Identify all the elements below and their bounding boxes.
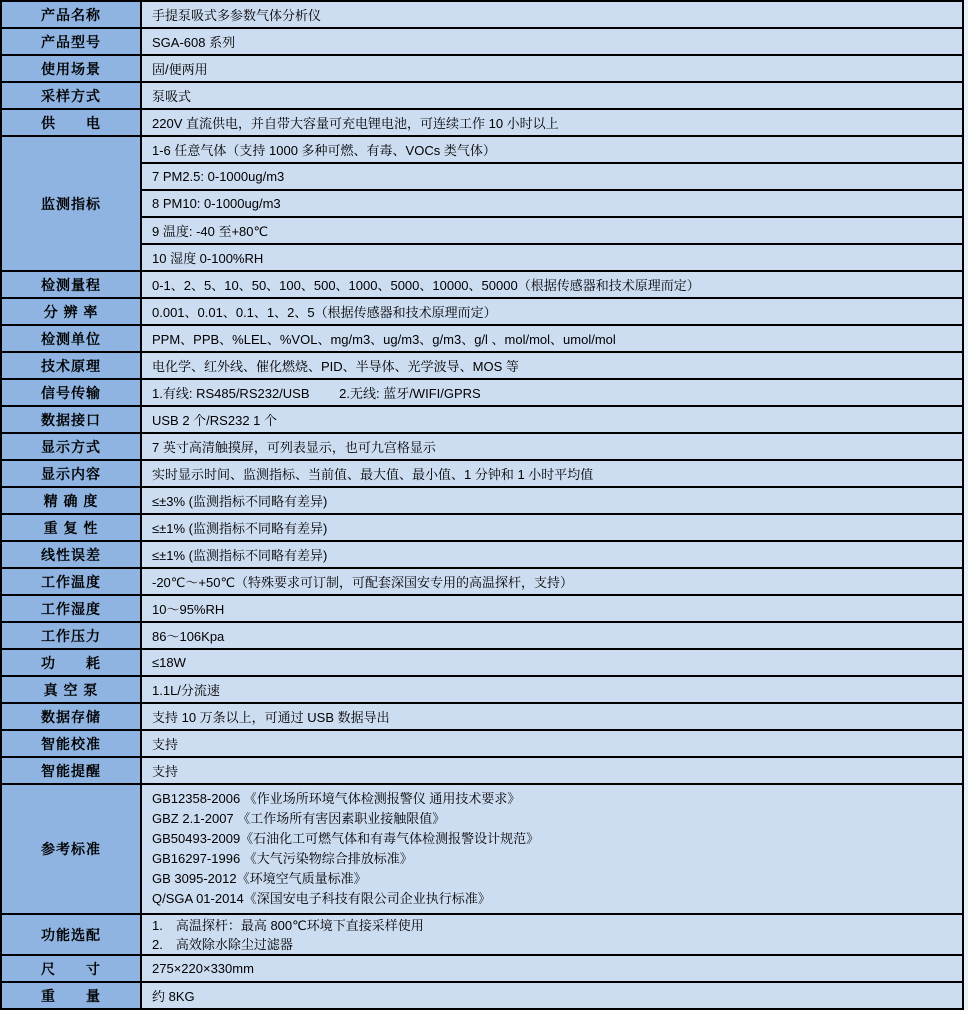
- row-label: 功能选配: [2, 915, 142, 954]
- row-label: 数据存储: [2, 704, 142, 729]
- row-repeatability: [2, 515, 962, 542]
- optional-feature-item: 2. 高效除水除尘过滤器: [152, 936, 293, 952]
- row-display-content: [2, 461, 962, 488]
- row-value: 支持: [142, 758, 962, 783]
- row-value: ≤±1% (监测指标不同略有差异): [142, 542, 962, 567]
- row-value: 0-1、2、5、10、50、100、500、1000、5000、10000、50000（根据传感器和技术原理而定）: [142, 272, 962, 297]
- row-detection-unit: [2, 326, 962, 353]
- row-value: 约 8KG: [142, 983, 962, 1008]
- row-working-temperature: [2, 569, 962, 596]
- reference-standard-item: GB16297-1996 《大气污染物综合排放标准》: [152, 851, 413, 866]
- monitor-indicator-list: [142, 137, 962, 270]
- row-value: PPM、PPB、%LEL、%VOL、mg/m3、ug/m3、g/m3、g/l 、mol/mol、umol/mol: [142, 326, 962, 351]
- row-value: 7 英寸高清触摸屏，可列表显示，也可九宫格显示: [142, 434, 962, 459]
- row-value: ≤±3% (监测指标不同略有差异): [142, 488, 962, 513]
- row-value: 1.1L/分流速: [142, 677, 962, 702]
- row-data-interface: [2, 407, 962, 434]
- row-weight: [2, 983, 962, 1010]
- monitor-indicator-item: 8 PM10: 0-1000ug/m3: [142, 191, 962, 218]
- row-working-pressure: [2, 623, 962, 650]
- row-resolution: [2, 299, 962, 326]
- row-label: 显示方式: [2, 434, 142, 459]
- row-label: 供 电: [2, 110, 142, 135]
- row-label: 分 辨 率: [2, 299, 142, 324]
- row-label: 产品型号: [2, 29, 142, 54]
- reference-standard-item: GBZ 2.1-2007 《工作场所有害因素职业接触限值》: [152, 811, 446, 826]
- row-label: 参考标准: [2, 785, 142, 913]
- row-smart-calibration: [2, 731, 962, 758]
- reference-standard-item: Q/SGA 01-2014《深国安电子科技有限公司企业执行标准》: [152, 891, 491, 906]
- row-label: 数据接口: [2, 407, 142, 432]
- row-label: 智能提醒: [2, 758, 142, 783]
- row-data-storage: [2, 704, 962, 731]
- row-label: 显示内容: [2, 461, 142, 486]
- row-label: 真 空 泵: [2, 677, 142, 702]
- row-value: 86～106Kpa: [142, 623, 962, 648]
- row-value: 电化学、红外线、催化燃烧、PID、半导体、光学波导、MOS 等: [142, 353, 962, 378]
- row-label: 检测量程: [2, 272, 142, 297]
- monitor-indicator-item: 9 温度: -40 至+80℃: [142, 218, 962, 245]
- row-label: 监测指标: [2, 137, 142, 270]
- row-signal-transmission: [2, 380, 962, 407]
- row-product-name: [2, 2, 962, 29]
- row-value: 275×220×330mm: [142, 956, 962, 981]
- optional-feature-item: 1. 高温探杆：最高 800℃环境下直接采样使用: [152, 917, 424, 933]
- row-value: -20℃～+50℃（特殊要求可订制，可配套深国安专用的高温探杆，支持）: [142, 569, 962, 594]
- row-label: 工作湿度: [2, 596, 142, 621]
- reference-standard-item: GB 3095-2012《环境空气质量标准》: [152, 871, 367, 886]
- row-sampling-method: [2, 83, 962, 110]
- row-label: 智能校准: [2, 731, 142, 756]
- row-label: 重 复 性: [2, 515, 142, 540]
- row-value: 支持: [142, 731, 962, 756]
- row-label: 使用场景: [2, 56, 142, 81]
- row-value: 220V 直流供电，并自带大容量可充电锂电池，可连续工作 10 小时以上: [142, 110, 962, 135]
- reference-standard-item: GB50493-2009《石油化工可燃气体和有毒气体检测报警设计规范》: [152, 831, 540, 846]
- row-label: 线性误差: [2, 542, 142, 567]
- row-dimensions: [2, 956, 962, 983]
- row-linearity-error: [2, 542, 962, 569]
- row-value: USB 2 个/RS232 1 个: [142, 407, 962, 432]
- row-label: 工作压力: [2, 623, 142, 648]
- row-value: SGA-608 系列: [142, 29, 962, 54]
- row-power-supply: [2, 110, 962, 137]
- monitor-indicator-item: 1-6 任意气体（支持 1000 多种可燃、有毒、VOCs 类气体）: [142, 137, 962, 164]
- row-label: 技术原理: [2, 353, 142, 378]
- row-technology-principle: [2, 353, 962, 380]
- row-label: 检测单位: [2, 326, 142, 351]
- row-value: 0.001、0.01、0.1、1、2、5（根据传感器和技术原理而定）: [142, 299, 962, 324]
- row-label: 工作温度: [2, 569, 142, 594]
- reference-standard-item: GB12358-2006 《作业场所环境气体检测报警仪 通用技术要求》: [152, 791, 521, 806]
- row-vacuum-pump: [2, 677, 962, 704]
- row-label: 产品名称: [2, 2, 142, 27]
- row-value: 手提泵吸式多参数气体分析仪: [142, 2, 962, 27]
- row-accuracy: [2, 488, 962, 515]
- row-value: 1.有线: RS485/RS232/USB 2.无线: 蓝牙/WIFI/GPRS: [142, 380, 962, 405]
- row-optional-features: [2, 915, 962, 956]
- row-usage-scene: [2, 56, 962, 83]
- row-value: ≤±1% (监测指标不同略有差异): [142, 515, 962, 540]
- row-label: 信号传输: [2, 380, 142, 405]
- row-value: 实时显示时间、监测指标、当前值、最大值、最小值、1 分钟和 1 小时平均值: [142, 461, 962, 486]
- row-value: 10～95%RH: [142, 596, 962, 621]
- row-working-humidity: [2, 596, 962, 623]
- row-label: 功 耗: [2, 650, 142, 675]
- row-power-consumption: [2, 650, 962, 677]
- row-label: 重 量: [2, 983, 142, 1008]
- row-label: 采样方式: [2, 83, 142, 108]
- monitor-indicator-item: 7 PM2.5: 0-1000ug/m3: [142, 164, 962, 191]
- row-reference-standards: [2, 785, 962, 915]
- row-detection-range: [2, 272, 962, 299]
- row-value: 泵吸式: [142, 83, 962, 108]
- row-model: [2, 29, 962, 56]
- row-label: 精 确 度: [2, 488, 142, 513]
- optional-feature-list: [142, 915, 962, 954]
- row-monitor-indicators: [2, 137, 962, 272]
- row-label: 尺 寸: [2, 956, 142, 981]
- row-value: 固/便两用: [142, 56, 962, 81]
- row-value: ≤18W: [142, 650, 962, 675]
- row-value: 支持 10 万条以上，可通过 USB 数据导出: [142, 704, 962, 729]
- row-display-mode: [2, 434, 962, 461]
- monitor-indicator-item: 10 湿度 0-100%RH: [142, 245, 962, 270]
- row-smart-reminder: [2, 758, 962, 785]
- reference-standard-list: [142, 785, 962, 913]
